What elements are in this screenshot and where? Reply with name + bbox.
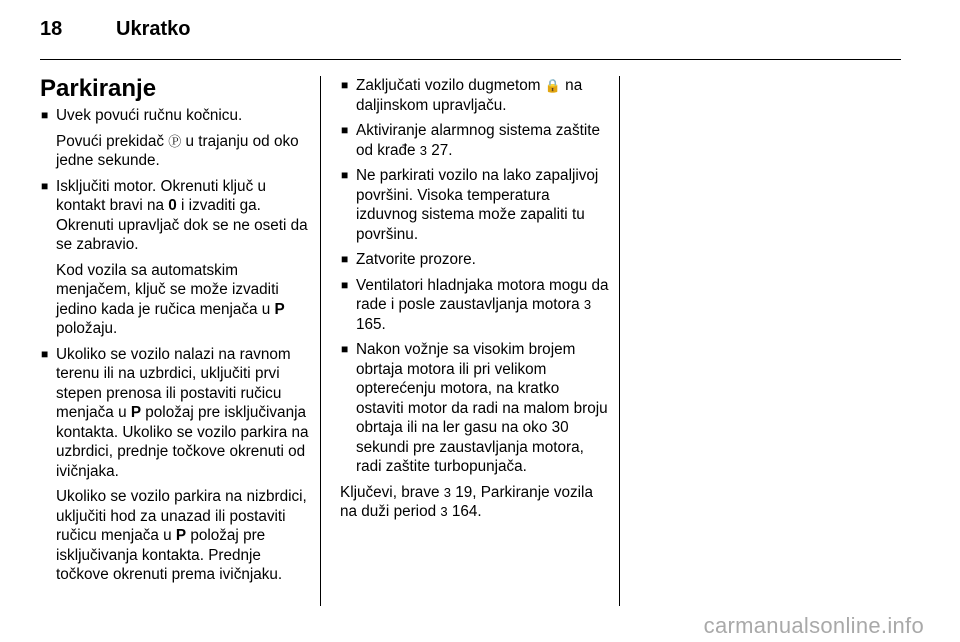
list-item <box>40 106 310 126</box>
item-text: na daljinskom upravljaču. <box>356 77 583 114</box>
bullet-icon: ■ <box>341 252 349 266</box>
page-ref-icon: 3 <box>419 142 428 158</box>
bullet-icon: ■ <box>41 178 49 193</box>
item-text: Isključiti motor. Okrenuti ključ u kontakt bravi na <box>56 177 266 214</box>
para-text: Kod vozila sa automatskim menjačem, ključ se može izvaditi jedino kada je ručica menjača u <box>56 261 279 318</box>
item-text: Zatvorite prozore. <box>356 251 476 268</box>
bullet-icon: ■ <box>341 78 349 92</box>
parking-brake-icon: Ⓟ <box>168 133 182 149</box>
column-divider-right <box>619 76 620 606</box>
page-number: 18 <box>40 18 63 40</box>
lock-icon: 🔒 <box>544 78 561 93</box>
item-text: 27. <box>427 141 453 159</box>
list-item <box>40 345 310 482</box>
para-text: položaju. <box>56 320 118 337</box>
item-text: 165. <box>356 315 386 333</box>
bold-gear-position: P <box>175 527 187 544</box>
header-rule <box>40 59 901 60</box>
column-divider-left <box>320 76 321 606</box>
list-item <box>340 166 610 244</box>
para-text: Ključevi, brave <box>340 483 444 501</box>
paragraph <box>40 261 310 339</box>
paragraph <box>40 132 310 171</box>
bullet-icon: ■ <box>341 168 349 182</box>
column-middle <box>340 76 610 528</box>
para-text: Ukoliko se vozilo parkira na nizbrdici, uključiti hod za unazad ili postaviti ručicu menjača u <box>56 488 307 544</box>
para-text: u trajanju od oko jedne sekunde. <box>56 132 299 169</box>
page-ref-icon: 3 <box>443 484 451 500</box>
chapter-title: Ukratko <box>116 18 191 40</box>
bold-key-position: 0 <box>168 197 177 214</box>
item-text: Ne parkirati vozilo na lako zapaljivoj površini. Visoka temperatura izduvnog sistema može zapaliti tu površinu. <box>356 167 599 243</box>
bullet-icon: ■ <box>41 346 49 361</box>
para-text: 19, Parkiranje vozila na duži period <box>340 483 593 520</box>
section-title: Parkiranje <box>40 75 157 102</box>
item-text: položaj pre isključivanja kontakta. Ukoliko se vozilo parkira na uzbrdici, prednje točkove okrenuti od ivičnjaka. <box>56 404 309 480</box>
page-ref-icon: 3 <box>440 504 448 519</box>
item-text: Aktiviranje alarmnog sistema zaštite od krađe <box>356 122 600 159</box>
item-text: Ventilatori hladnjaka motora mogu da rade i posle zaustavljanja motora <box>356 276 609 313</box>
list-item <box>40 177 310 255</box>
item-text: Nakon vožnje sa visokim brojem obrtaja motora ili pri velikom opterećenju motora, na kratko ostaviti motor da radi na malom broju obrtaja ili na ler gasu na oko 30 sekundi pre zaustavljanja motora, radi zaštite turbopunjača. <box>356 341 608 475</box>
item-text: Zaključati vozilo dugmetom <box>356 77 545 94</box>
bullet-icon: ■ <box>341 123 349 137</box>
paragraph <box>40 487 310 585</box>
cross-reference-paragraph <box>340 483 610 522</box>
bold-gear-position: P <box>130 404 142 421</box>
para-text: položaj pre isključivanja kontakta. Prednje točkove okrenuti prema ivičnjaku. <box>56 527 283 583</box>
list-item <box>340 276 610 335</box>
list-item <box>340 121 610 160</box>
para-text: 164. <box>447 503 482 520</box>
item-text: Ukoliko se vozilo nalazi na ravnom terenu ili na uzbrdici, uključiti prvi stepen prenosa ili postaviti ručicu menjača u <box>56 345 291 421</box>
watermark: carmanualsonline.info <box>703 613 924 638</box>
item-text: Uvek povući ručnu kočnicu. <box>56 107 243 124</box>
list-item <box>340 340 610 477</box>
bullet-icon: ■ <box>41 108 49 122</box>
bullet-icon: ■ <box>341 277 349 292</box>
page-ref-icon: 3 <box>583 297 592 312</box>
bold-gear-position: P <box>274 300 285 318</box>
bullet-icon: ■ <box>341 342 349 356</box>
list-item <box>340 76 610 115</box>
para-text: Povući prekidač <box>56 132 169 150</box>
column-left <box>40 74 310 591</box>
list-item <box>340 250 610 270</box>
item-text: i izvaditi ga. Okrenuti upravljač dok se ne oseti da se zabravio. <box>56 197 308 253</box>
